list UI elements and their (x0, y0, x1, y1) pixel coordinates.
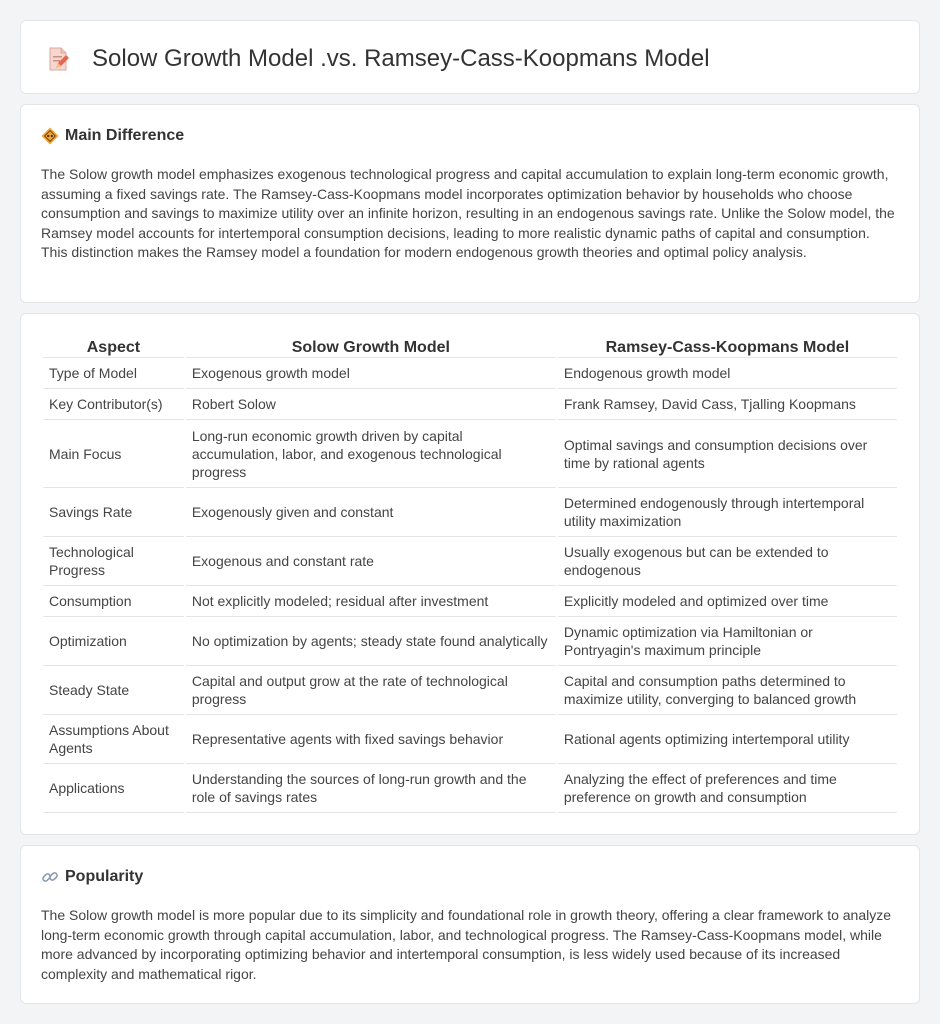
column-header-solow: Solow Growth Model (186, 338, 556, 358)
table-row (43, 358, 897, 389)
table-cell-ramsey: Determined endogenously through intertemporal utility maximization (558, 488, 897, 537)
table-row (43, 617, 897, 666)
table-cell-ramsey: Analyzing the effect of preferences and time preference on growth and consumption (558, 764, 897, 813)
table-cell-solow: Exogenously given and constant (186, 488, 556, 537)
main-difference-title: Main Difference (65, 127, 185, 144)
column-header-aspect: Aspect (43, 338, 184, 358)
table-cell-solow: Capital and output grow at the rate of technological progress (186, 666, 556, 715)
table-cell-ramsey: Frank Ramsey, David Cass, Tjalling Koopmans (558, 389, 897, 420)
main-difference-heading (41, 127, 184, 145)
table-cell-aspect: Key Contributor(s) (43, 389, 184, 420)
column-header-ramsey: Ramsey-Cass-Koopmans Model (558, 338, 897, 358)
table-cell-ramsey: Explicitly modeled and optimized over time (558, 586, 897, 617)
table-row (43, 420, 897, 488)
table-row (43, 715, 897, 764)
table-cell-aspect: Savings Rate (43, 488, 184, 537)
popularity-title: Popularity (65, 868, 144, 885)
diamond-sign-icon (41, 127, 59, 145)
table-cell-aspect: Type of Model (43, 358, 184, 389)
table-row (43, 764, 897, 813)
table-cell-ramsey: Dynamic optimization via Hamiltonian or Pontryagin's maximum principle (558, 617, 897, 666)
popularity-card (20, 845, 920, 1004)
table-row (43, 537, 897, 586)
page-title: Solow Growth Model .vs. Ramsey-Cass-Koopmans Model (92, 45, 710, 72)
table-cell-ramsey: Usually exogenous but can be extended to endogenous (558, 537, 897, 586)
table-cell-aspect: Assumptions About Agents (43, 715, 184, 764)
table-cell-ramsey: Capital and consumption paths determined to maximize utility, converging to balanced growth (558, 666, 897, 715)
main-difference-text: The Solow growth model emphasizes exogenous technological progress and capital accumulation to explain long-term economic growth, assuming a fixed savings rate. The Ramsey-Cass-Koopmans model incorporates optimization behavior by households who choose consumption and savings to maximize utility over an infinite horizon, resulting in an endogenous savings rate. Unlike the Solow model, the Ramsey model accounts for intertemporal consumption decisions, leading to more realistic dynamic paths of capital and consumption. This distinction makes the Ramsey model a foundation for modern endogenous growth theories and optimal policy analysis. (41, 166, 895, 260)
link-icon (41, 868, 59, 886)
comparison-table-card (20, 313, 920, 835)
header-card (20, 20, 920, 94)
table-cell-solow: Not explicitly modeled; residual after investment (186, 586, 556, 617)
table-row (43, 488, 897, 537)
table-cell-aspect: Main Focus (43, 420, 184, 488)
table-cell-ramsey: Rational agents optimizing intertemporal utility (558, 715, 897, 764)
popularity-text: The Solow growth model is more popular due to its simplicity and foundational role in growth theory, offering a clear framework to analyze long-term economic growth through capital accumulation, labor, and technological progress. The Ramsey-Cass-Koopmans model, while more advanced by incorporating optimizing behavior and intertemporal consumption, is less widely used because of its increased complexity and mathematical rigor. (41, 907, 892, 982)
table-cell-aspect: Steady State (43, 666, 184, 715)
table-cell-solow: Understanding the sources of long-run growth and the role of savings rates (186, 764, 556, 813)
table-cell-solow: Representative agents with fixed savings behavior (186, 715, 556, 764)
table-cell-solow: Robert Solow (186, 389, 556, 420)
table-cell-solow: Exogenous and constant rate (186, 537, 556, 586)
table-cell-solow: No optimization by agents; steady state found analytically (186, 617, 556, 666)
table-cell-aspect: Applications (43, 764, 184, 813)
table-cell-aspect: Technological Progress (43, 537, 184, 586)
table-header-row (43, 338, 897, 358)
table-row (43, 586, 897, 617)
table-cell-aspect: Consumption (43, 586, 184, 617)
table-cell-solow: Long-run economic growth driven by capital accumulation, labor, and exogenous technological progress (186, 420, 556, 488)
table-cell-ramsey: Optimal savings and consumption decisions over time by rational agents (558, 420, 897, 488)
table-row (43, 389, 897, 420)
popularity-heading (41, 868, 143, 886)
table-row (43, 666, 897, 715)
comparison-table (41, 338, 899, 813)
table-cell-ramsey: Endogenous growth model (558, 358, 897, 389)
main-difference-card (20, 104, 920, 303)
table-cell-solow: Exogenous growth model (186, 358, 556, 389)
document-pencil-icon (47, 47, 69, 71)
table-cell-aspect: Optimization (43, 617, 184, 666)
